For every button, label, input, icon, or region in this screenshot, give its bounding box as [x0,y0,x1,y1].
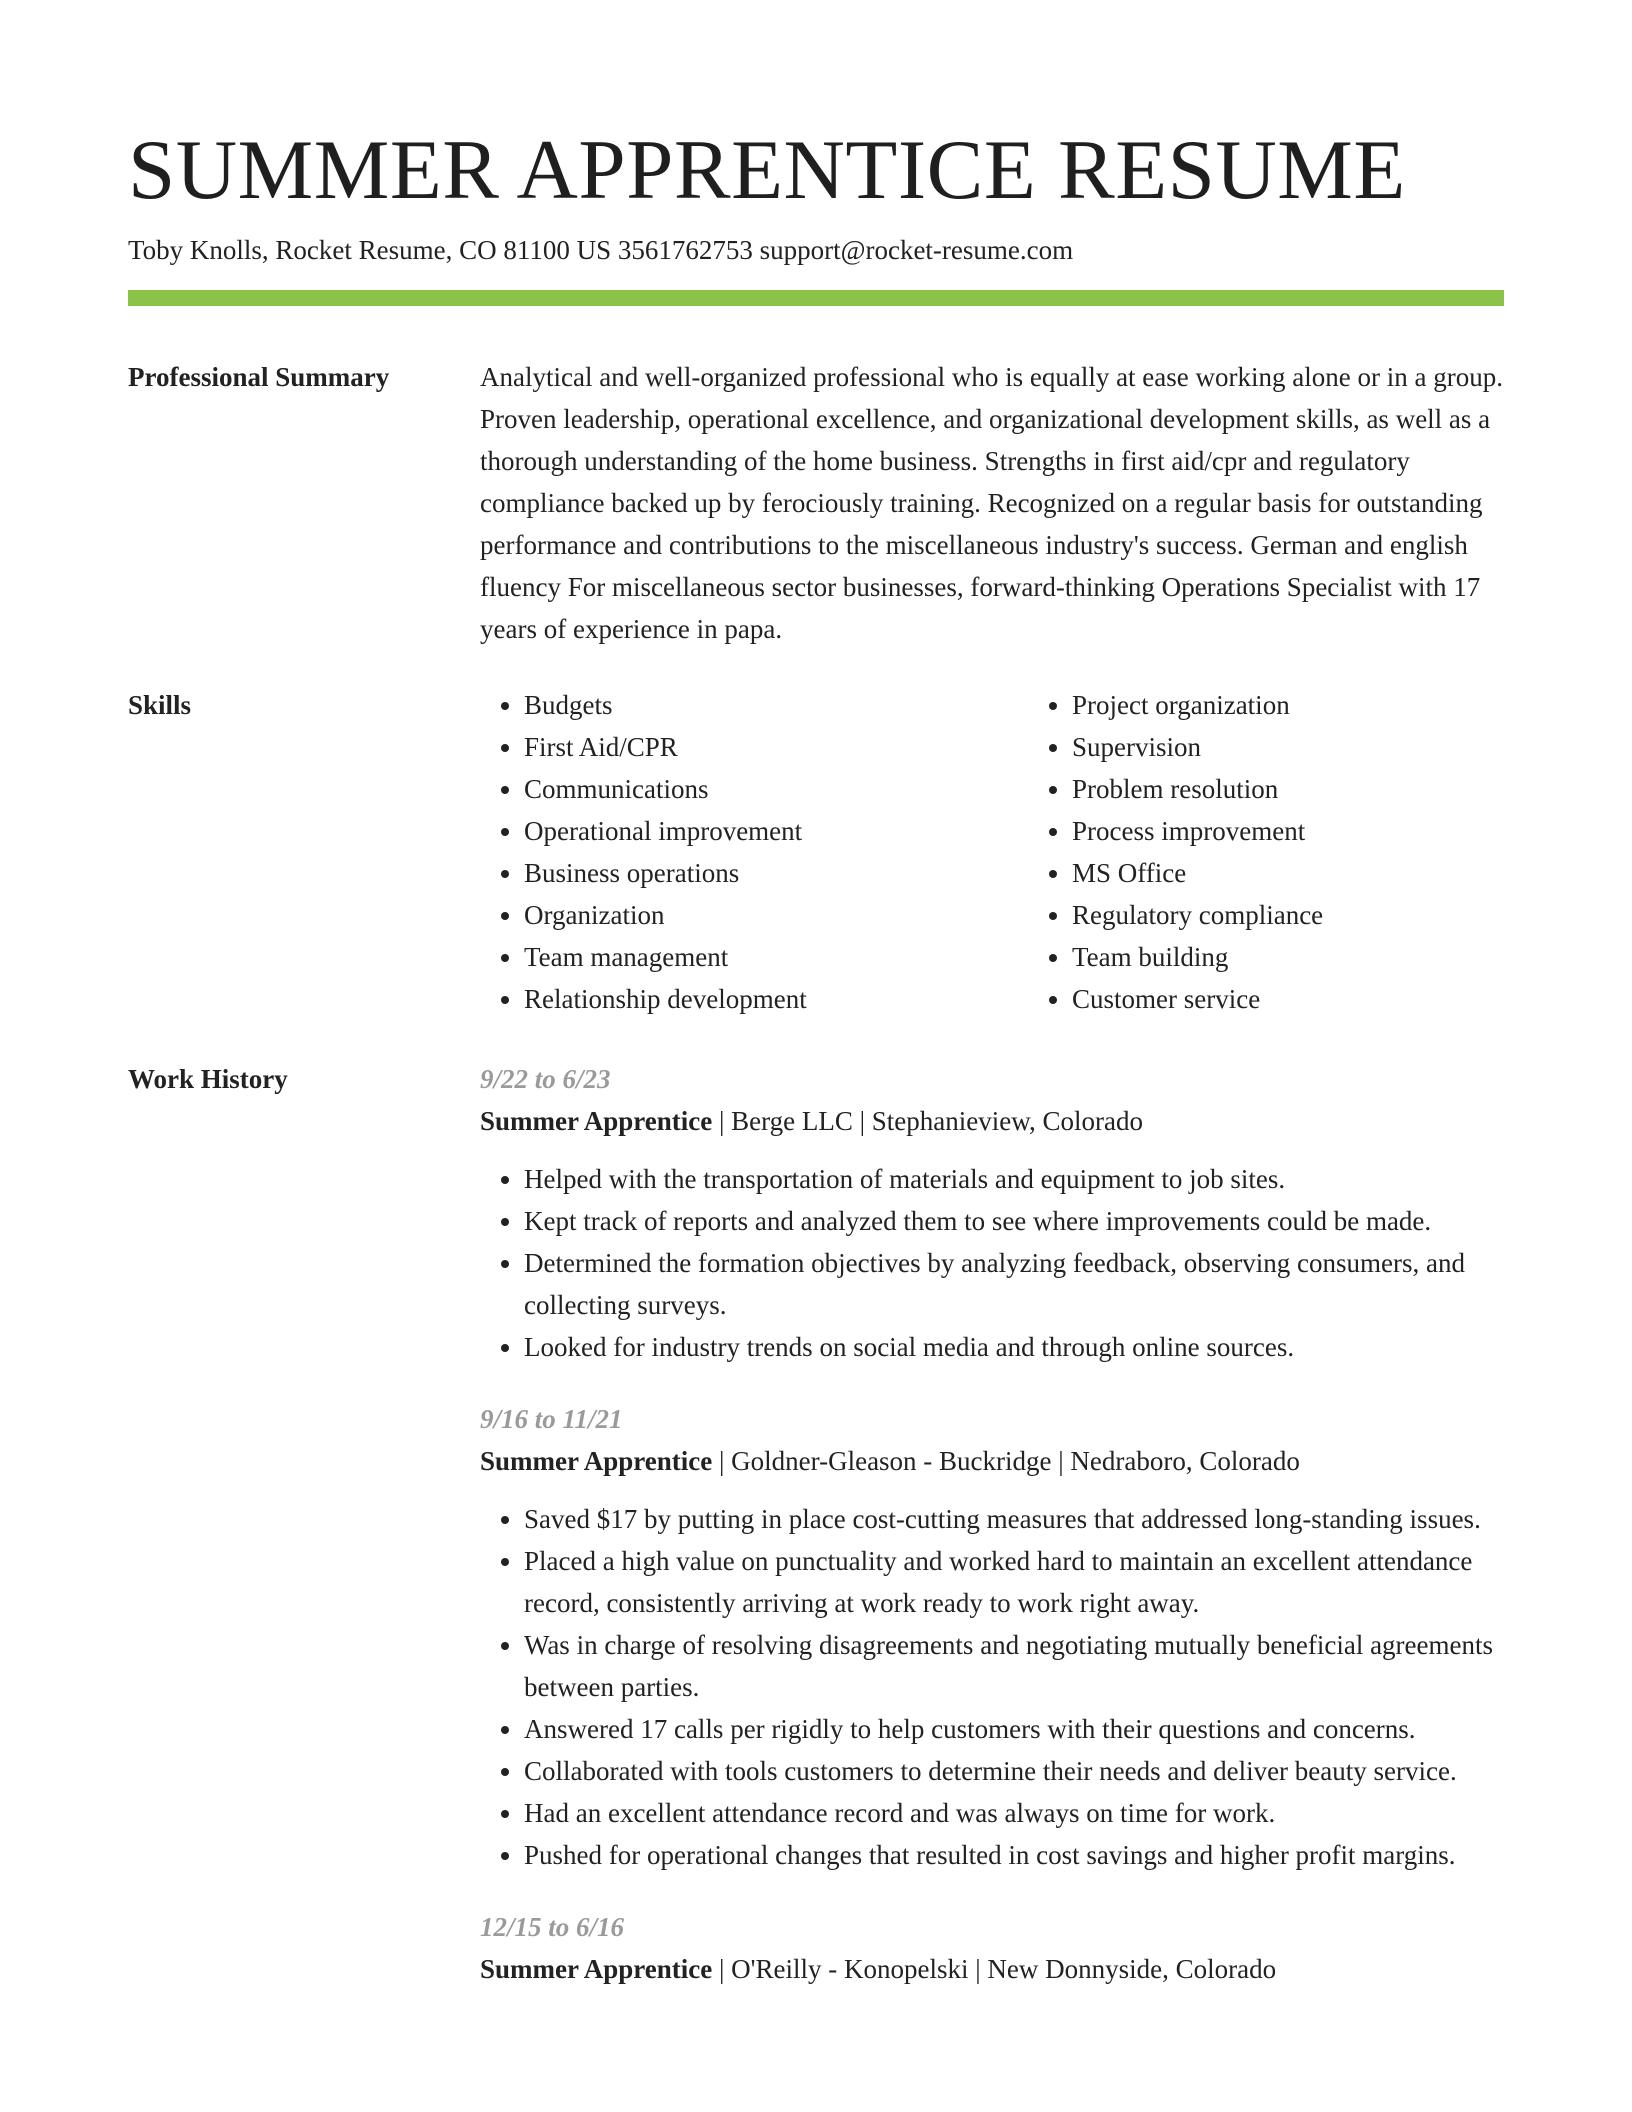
skill-item: • Budgets [524,684,1028,726]
job-details: | Goldner-Gleason - Buckridge | Nedraboro, Colorado [712,1446,1300,1476]
skills-list-right [1028,684,1576,1020]
summary-text: Analytical and well-organized professional who is equally at ease working alone or in a group. Proven leadership, operational excellence, and organizational development skills, as well as a thorough understanding of the home business. Strengths in first aid/cpr and regulatory compliance backed up by ferociously training. Recognized on a regular basis for outstanding performance and contributions to the miscellaneous industry's success. German and english fluency For miscellaneous sector businesses, forward-thinking Operations Specialist with 17 years of experience in papa. [480,362,1503,644]
job-details: | O'Reilly - Konopelski | New Donnyside, Colorado [712,1954,1277,1984]
job-role: Summer Apprentice [480,1106,713,1136]
resume-page [128,120,1504,2020]
skill-item: • Project organization [1072,684,1576,726]
skill-item: • First Aid/CPR [524,726,1028,768]
contact-line: Toby Knolls, Rocket Resume, CO 81100 US 3561762753 support@rocket-resume.com [128,235,1074,265]
section-label-skills: Skills [128,690,192,720]
job-entry [480,1398,1504,1876]
skill-item: • Process improvement [1072,810,1576,852]
job-heading [480,1440,1504,1482]
job-heading [480,1948,1504,1990]
job-bullet: • Placed a high value on punctuality and worked hard to maintain an excellent attendance record, consistently arriving at work ready to work right away. [524,1540,1504,1624]
skill-item: • Operational improvement [524,810,1028,852]
job-bullet: • Was in charge of resolving disagreements and negotiating mutually beneficial agreements between parties. [524,1624,1504,1708]
skill-item: • Supervision [1072,726,1576,768]
skill-item: • Problem resolution [1072,768,1576,810]
job-bullet: • Kept track of reports and analyzed them to see where improvements could be made. [524,1200,1504,1242]
job-date: 12/15 to 6/16 [480,1912,625,1942]
job-bullets [480,1498,1504,1876]
skill-item: • MS Office [1072,852,1576,894]
job-role: Summer Apprentice [480,1446,713,1476]
job-bullet: • Looked for industry trends on social media and through online sources. [524,1326,1504,1368]
skills-section [128,684,1504,1020]
job-bullet: • Answered 17 calls per rigidly to help customers with their questions and concerns. [524,1708,1504,1750]
skill-item: • Customer service [1072,978,1576,1020]
skill-item: • Team building [1072,936,1576,978]
job-bullet: • Pushed for operational changes that resulted in cost savings and higher profit margins. [524,1834,1504,1876]
resume-title: SUMMER APPRENTICE RESUME [128,123,1406,217]
work-section [128,1058,1504,2020]
skill-item: • Regulatory compliance [1072,894,1576,936]
job-bullets [480,1158,1504,1368]
job-heading [480,1100,1504,1142]
skill-item: • Organization [524,894,1028,936]
job-details: | Berge LLC | Stephanieview, Colorado [712,1106,1143,1136]
job-bullet: • Collaborated with tools customers to determine their needs and deliver beauty service. [524,1750,1504,1792]
job-date: 9/22 to 6/23 [480,1064,611,1094]
job-bullet: • Determined the formation objectives by analyzing feedback, observing consumers, and collecting surveys. [524,1242,1504,1326]
summary-section [128,356,1504,650]
job-bullet: • Saved $17 by putting in place cost-cutting measures that addressed long-standing issues. [524,1498,1504,1540]
skill-item: • Communications [524,768,1028,810]
skill-item: • Business operations [524,852,1028,894]
job-entry [480,1906,1504,1990]
skills-list-left [480,684,1028,1020]
skill-item: • Relationship development [524,978,1028,1020]
job-bullet: • Had an excellent attendance record and was always on time for work. [524,1792,1504,1834]
job-role: Summer Apprentice [480,1954,713,1984]
header-divider [128,290,1504,306]
section-label-work: Work History [128,1064,288,1094]
job-bullet: • Helped with the transportation of materials and equipment to job sites. [524,1158,1504,1200]
job-date: 9/16 to 11/21 [480,1404,623,1434]
skill-item: • Team management [524,936,1028,978]
job-entry [480,1058,1504,1368]
section-label-summary: Professional Summary [128,362,390,392]
